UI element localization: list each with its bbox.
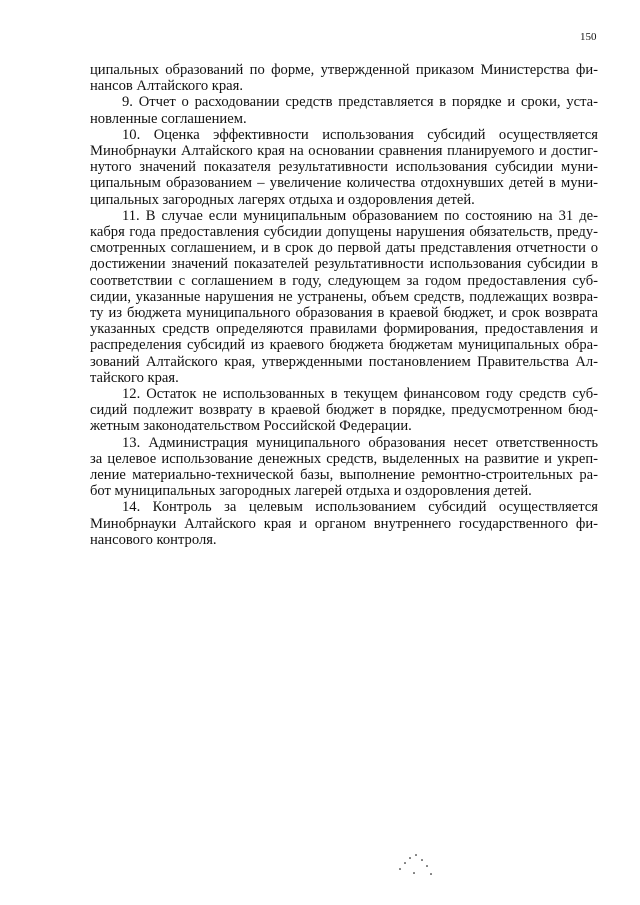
text-line: Минобрнауки Алтайского края на основании сравнения планируемого и достиг- <box>90 143 598 160</box>
text-line: 13. Администрация муниципального образования несет ответственность <box>122 434 598 451</box>
text-line: нансового контроля. <box>90 531 217 548</box>
scan-specks <box>395 848 435 878</box>
paragraph-14 <box>90 499 598 548</box>
text-line: сидии, указанные нарушения не устранены, объем средств, подлежащих возвра- <box>90 288 598 305</box>
text-line: Минобрнауки Алтайского края и органом внутреннего государственного фи- <box>90 515 598 532</box>
document-body <box>90 62 598 548</box>
text-line: 12. Остаток не использованных в текущем финансовом году средств суб- <box>122 386 598 403</box>
page-number: 150 <box>580 31 597 43</box>
text-line: ципальным образованием – увеличение количества отдохнувших детей в муни- <box>90 175 598 192</box>
text-line: кабря года предоставления субсидии допущены нарушения обязательств, преду- <box>90 224 598 241</box>
paragraph-9 <box>90 94 598 126</box>
paragraph-11 <box>90 208 598 386</box>
paragraph-12 <box>90 386 598 435</box>
text-line: зований Алтайского края, утвержденными постановлением Правительства Ал- <box>90 353 598 370</box>
text-line: 11. В случае если муниципальным образованием по состоянию на 31 де- <box>122 207 598 224</box>
text-line: нансов Алтайского края. <box>90 78 243 95</box>
text-line: ципальных загородных лагерях отдыха и оздоровления детей. <box>90 191 475 208</box>
text-line: нутого значений показателя результативности использования субсидии муни- <box>90 159 598 176</box>
text-line: достижении значений показателей результативности использования субсидии в <box>90 256 598 273</box>
text-line: соответствии с соглашением в году, следующем за годом предоставления суб- <box>90 272 598 289</box>
text-line: ление материально-технической базы, выполнение ремонтно-строительных ра- <box>90 467 598 484</box>
paragraph-continuation <box>90 62 598 94</box>
text-line: 10. Оценка эффективности использования субсидий осуществляется <box>122 126 598 143</box>
text-line: смотренных соглашением, и в срок до первой даты представления отчетности о <box>90 240 598 257</box>
text-line: распределения субсидий из краевого бюджета бюджетам муниципальных обра- <box>90 337 598 354</box>
text-line: сидий подлежит возврату в краевой бюджет в порядке, предусмотренном бюд- <box>90 402 598 419</box>
text-line: ту из бюджета муниципального образования в краевой бюджет, и срок возврата <box>90 305 598 322</box>
text-line: тайского края. <box>90 369 179 386</box>
text-line: жетным законодательством Российской Федерации. <box>90 418 412 435</box>
text-line: 9. Отчет о расходовании средств представляется в порядке и сроки, уста- <box>122 94 598 111</box>
text-line: за целевое использование денежных средств, выделенных на развитие и укреп- <box>90 450 598 467</box>
text-line: ципальных образований по форме, утвержденной приказом Министерства фи- <box>90 62 598 78</box>
text-line: новленные соглашением. <box>90 110 247 127</box>
text-line: указанных средств определяются правилами формирования, предоставления и <box>90 321 598 338</box>
paragraph-10 <box>90 127 598 208</box>
paragraph-13 <box>90 435 598 500</box>
text-line: 14. Контроль за целевым использованием субсидий осуществляется <box>122 499 598 516</box>
text-line: бот муниципальных загородных лагерей отдыха и оздоровления детей. <box>90 483 532 500</box>
